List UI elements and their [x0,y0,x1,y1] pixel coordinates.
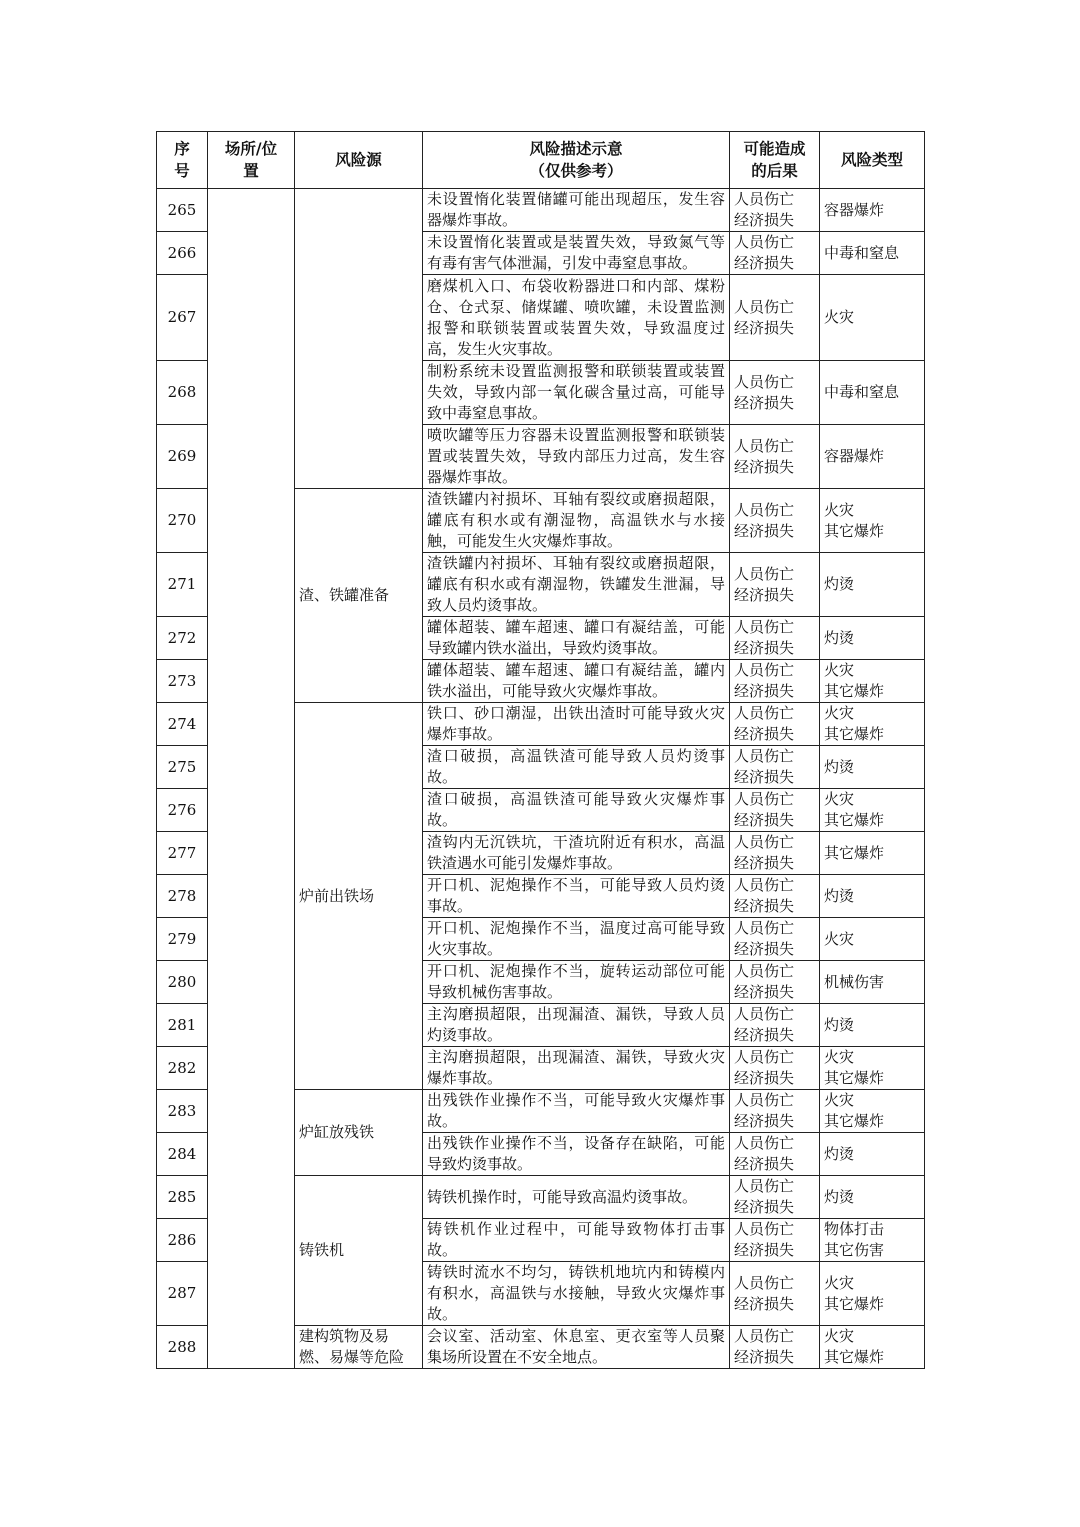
header-consequence: 可能造成 的后果 [730,132,820,189]
header-risk-type: 风险类型 [820,132,925,189]
risk-description: 铸铁机作业过程中，可能导致物体打击事故。 [423,1219,730,1262]
consequence-cell: 人员伤亡 经济损失 [730,425,820,489]
row-number: 280 [157,961,208,1004]
risk-type-cell: 灼烫 [820,875,925,918]
risk-source-cell: 建构筑物及易燃、易爆等危险 [295,1326,423,1369]
risk-description: 未设置惰化装置或是装置失效，导致氮气等有毒有害气体泄漏，引发中毒窒息事故。 [423,232,730,275]
row-number: 281 [157,1004,208,1047]
risk-description: 主沟磨损超限，出现漏渣、漏铁，导致人员灼烫事故。 [423,1004,730,1047]
risk-description: 磨煤机入口、布袋收粉器进口和内部、煤粉仓、仓式泵、储煤罐、喷吹罐，未设置监测报警和联锁装置或装置失效，导致温度过高，发生火灾事故。 [423,275,730,361]
table-header [157,132,925,189]
consequence-cell: 人员伤亡 经济损失 [730,746,820,789]
header-source: 风险源 [295,132,423,189]
risk-type-cell: 火灾 其它爆炸 [820,1047,925,1090]
consequence-cell: 人员伤亡 经济损失 [730,1176,820,1219]
risk-source-cell: 炉缸放残铁 [295,1090,423,1176]
consequence-cell: 人员伤亡 经济损失 [730,489,820,553]
risk-source-cell: 炉前出铁场 [295,703,423,1090]
risk-type-cell: 火灾 其它爆炸 [820,789,925,832]
risk-description: 未设置惰化装置储罐可能出现超压，发生容器爆炸事故。 [423,189,730,232]
risk-table [156,131,925,1369]
risk-type-cell: 火灾 [820,918,925,961]
risk-description: 罐体超装、罐车超速、罐口有凝结盖，可能导致罐内铁水溢出，导致灼烫事故。 [423,617,730,660]
risk-description: 渣口破损，高温铁渣可能导致火灾爆炸事故。 [423,789,730,832]
row-number: 276 [157,789,208,832]
consequence-cell: 人员伤亡 经济损失 [730,875,820,918]
consequence-cell: 人员伤亡 经济损失 [730,275,820,361]
risk-description: 渣铁罐内衬损坏、耳轴有裂纹或磨损超限，罐底有积水或有潮湿物，高温铁水与水接触，可能发生火灾爆炸事故。 [423,489,730,553]
risk-type-cell: 机械伤害 [820,961,925,1004]
risk-type-cell: 火灾 其它爆炸 [820,1090,925,1133]
risk-source-cell: 渣、铁罐准备 [295,489,423,703]
consequence-cell: 人员伤亡 经济损失 [730,361,820,425]
consequence-cell: 人员伤亡 经济损失 [730,1090,820,1133]
consequence-cell: 人员伤亡 经济损失 [730,1262,820,1326]
table-row [157,189,925,232]
row-number: 268 [157,361,208,425]
risk-description: 开口机、泥炮操作不当，旋转运动部位可能导致机械伤害事故。 [423,961,730,1004]
risk-type-cell: 灼烫 [820,553,925,617]
risk-description: 渣铁罐内衬损坏、耳轴有裂纹或磨损超限，罐底有积水或有潮湿物，铁罐发生泄漏，导致人员灼烫事故。 [423,553,730,617]
risk-description: 出残铁作业操作不当，设备存在缺陷，可能导致灼烫事故。 [423,1133,730,1176]
risk-type-cell: 火灾 其它爆炸 [820,660,925,703]
header-location: 场所/位 置 [208,132,295,189]
header-seq: 序 号 [157,132,208,189]
consequence-cell: 人员伤亡 经济损失 [730,617,820,660]
risk-description: 制粉系统未设置监测报警和联锁装置或装置失效，导致内部一氧化碳含量过高，可能导致中毒窒息事故。 [423,361,730,425]
row-number: 279 [157,918,208,961]
row-number: 288 [157,1326,208,1369]
risk-description: 主沟磨损超限，出现漏渣、漏铁，导致火灾爆炸事故。 [423,1047,730,1090]
consequence-cell: 人员伤亡 经济损失 [730,553,820,617]
consequence-cell: 人员伤亡 经济损失 [730,789,820,832]
row-number: 272 [157,617,208,660]
risk-type-cell: 其它爆炸 [820,832,925,875]
consequence-cell: 人员伤亡 经济损失 [730,832,820,875]
consequence-cell: 人员伤亡 经济损失 [730,1133,820,1176]
risk-type-cell: 物体打击 其它伤害 [820,1219,925,1262]
risk-type-cell: 容器爆炸 [820,425,925,489]
risk-type-cell: 灼烫 [820,746,925,789]
risk-type-cell: 中毒和窒息 [820,232,925,275]
risk-type-cell: 灼烫 [820,617,925,660]
consequence-cell: 人员伤亡 经济损失 [730,918,820,961]
risk-description: 罐体超装、罐车超速、罐口有凝结盖，罐内铁水溢出，可能导致火灾爆炸事故。 [423,660,730,703]
consequence-cell: 人员伤亡 经济损失 [730,1047,820,1090]
consequence-cell: 人员伤亡 经济损失 [730,1004,820,1047]
risk-description: 开口机、泥炮操作不当，可能导致人员灼烫事故。 [423,875,730,918]
consequence-cell: 人员伤亡 经济损失 [730,1326,820,1369]
risk-type-cell: 火灾 其它爆炸 [820,1262,925,1326]
risk-description: 铸铁时流水不均匀，铸铁机地坑内和铸模内有积水，高温铁与水接触，导致火灾爆炸事故。 [423,1262,730,1326]
risk-source-cell [295,189,423,489]
risk-type-cell: 火灾 其它爆炸 [820,703,925,746]
consequence-cell: 人员伤亡 经济损失 [730,189,820,232]
risk-type-cell: 火灾 其它爆炸 [820,1326,925,1369]
risk-description: 铁口、砂口潮湿，出铁出渣时可能导致火灾爆炸事故。 [423,703,730,746]
risk-type-cell: 中毒和窒息 [820,361,925,425]
consequence-cell: 人员伤亡 经济损失 [730,660,820,703]
risk-description: 铸铁机操作时，可能导致高温灼烫事故。 [423,1176,730,1219]
row-number: 286 [157,1219,208,1262]
risk-description: 会议室、活动室、休息室、更衣室等人员聚集场所设置在不安全地点。 [423,1326,730,1369]
row-number: 273 [157,660,208,703]
consequence-cell: 人员伤亡 经济损失 [730,703,820,746]
row-number: 267 [157,275,208,361]
risk-source-cell: 铸铁机 [295,1176,423,1326]
table-body [157,189,925,1369]
risk-description: 喷吹罐等压力容器未设置监测报警和联锁装置或装置失效，导致内部压力过高，发生容器爆炸事故。 [423,425,730,489]
risk-description: 渣口破损，高温铁渣可能导致人员灼烫事故。 [423,746,730,789]
row-number: 275 [157,746,208,789]
risk-type-cell: 灼烫 [820,1176,925,1219]
consequence-cell: 人员伤亡 经济损失 [730,232,820,275]
risk-type-cell: 灼烫 [820,1133,925,1176]
risk-type-cell: 火灾 其它爆炸 [820,489,925,553]
row-number: 283 [157,1090,208,1133]
risk-type-cell: 灼烫 [820,1004,925,1047]
risk-description: 开口机、泥炮操作不当，温度过高可能导致火灾事故。 [423,918,730,961]
row-number: 287 [157,1262,208,1326]
row-number: 277 [157,832,208,875]
row-number: 278 [157,875,208,918]
row-number: 274 [157,703,208,746]
risk-type-cell: 容器爆炸 [820,189,925,232]
row-number: 265 [157,189,208,232]
location-cell [208,189,295,1369]
row-number: 285 [157,1176,208,1219]
risk-description: 出残铁作业操作不当，可能导致火灾爆炸事故。 [423,1090,730,1133]
consequence-cell: 人员伤亡 经济损失 [730,961,820,1004]
row-number: 270 [157,489,208,553]
risk-type-cell: 火灾 [820,275,925,361]
row-number: 271 [157,553,208,617]
header-description: 风险描述示意 （仅供参考） [423,132,730,189]
row-number: 266 [157,232,208,275]
consequence-cell: 人员伤亡 经济损失 [730,1219,820,1262]
row-number: 282 [157,1047,208,1090]
row-number: 284 [157,1133,208,1176]
row-number: 269 [157,425,208,489]
risk-description: 渣钩内无沉铁坑，干渣坑附近有积水，高温铁渣遇水可能引发爆炸事故。 [423,832,730,875]
